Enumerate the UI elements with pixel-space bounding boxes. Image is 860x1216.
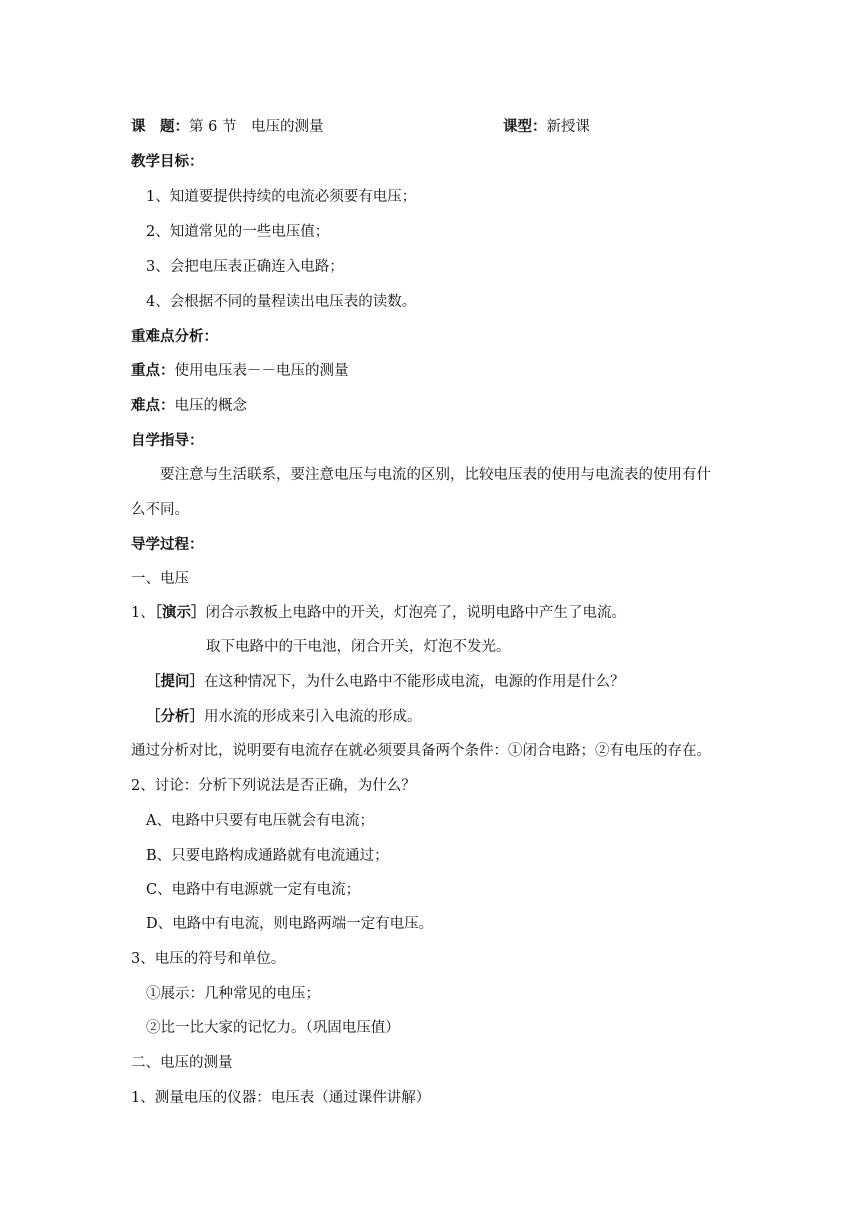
lesson-type-value: 新授课 xyxy=(546,119,590,135)
key-point-line xyxy=(131,361,349,381)
item-heading: 1、测量电压的仪器：电压表（通过课件讲解） xyxy=(131,1090,431,1106)
option-item: A、电路中只要有电压就会有电流； xyxy=(146,813,374,829)
lesson-value: 第 6 节 电压的测量 xyxy=(189,119,324,135)
ask-text: 在这种情况下，为什么电路中不能形成电流，电源的作用是什么？ xyxy=(204,674,625,690)
demo-tag: ［演示］ xyxy=(154,604,206,621)
key-point-label: 重点： xyxy=(131,362,175,379)
lesson-type-label: 课型： xyxy=(503,118,547,135)
objective-item: 4、会根据不同的量程读出电压表的读数。 xyxy=(146,294,417,310)
conclusion-text: 通过分析对比，说明要有电流存在就必须要具备两个条件：①闭合电路；②有电压的存在。 xyxy=(131,743,711,759)
self-study-paragraph-line1: 要注意与生活联系，要注意电压与电流的区别，比较电压表的使用与电流表的使用有什 xyxy=(160,467,711,483)
demo-prefix: 1、 xyxy=(131,605,155,621)
lesson-type-line xyxy=(503,117,590,137)
self-study-paragraph-line2: 么不同。 xyxy=(131,502,189,518)
objective-item: 3、会把电压表正确连入电路； xyxy=(146,259,344,275)
ask-line xyxy=(146,672,625,692)
objective-item: 1、知道要提供持续的电流必须要有电压； xyxy=(146,189,417,205)
option-item: B、只要电路构成通路就有电流通过； xyxy=(146,848,389,864)
lesson-title-line xyxy=(131,117,323,137)
self-study-heading: 自学指导： xyxy=(131,432,204,449)
section-heading: 二、电压的测量 xyxy=(131,1055,233,1071)
objective-item: 2、知道常见的一些电压值； xyxy=(146,224,330,240)
ask-tag: ［提问］ xyxy=(146,673,204,690)
sub-item: ②比一比大家的记忆力。（巩固电压值） xyxy=(146,1020,400,1036)
item-heading: 3、电压的符号和单位。 xyxy=(131,951,286,967)
process-heading: 导学过程： xyxy=(131,536,204,553)
key-point-text: 使用电压表－－电压的测量 xyxy=(174,363,349,379)
option-item: D、电路中有电流，则电路两端一定有电压。 xyxy=(146,916,434,932)
option-item: C、电路中有电源就一定有电流； xyxy=(146,882,361,898)
sub-item: ①展示：几种常见的电压； xyxy=(146,986,320,1002)
analyze-tag: ［分析］ xyxy=(146,708,204,725)
difficult-point-text: 电压的概念 xyxy=(174,398,247,414)
difficult-point-label: 难点： xyxy=(131,397,175,414)
analyze-line xyxy=(146,707,422,727)
difficult-point-line xyxy=(131,396,247,416)
section-heading: 一、电压 xyxy=(131,571,189,587)
demo-line xyxy=(131,603,626,623)
lesson-label: 课 题： xyxy=(131,118,189,135)
analyze-text: 用水流的形成来引入电流的形成。 xyxy=(204,709,422,725)
discussion-heading: 2、讨论：分析下列说法是否正确，为什么？ xyxy=(131,778,416,794)
demo-text: 闭合示教板上电路中的开关，灯泡亮了，说明电路中产生了电流。 xyxy=(205,605,626,621)
objectives-heading: 教学目标： xyxy=(131,153,204,170)
demo-text-continued: 取下电路中的干电池，闭合开关，灯泡不发光。 xyxy=(206,639,511,655)
analysis-heading: 重难点分析： xyxy=(131,328,218,345)
